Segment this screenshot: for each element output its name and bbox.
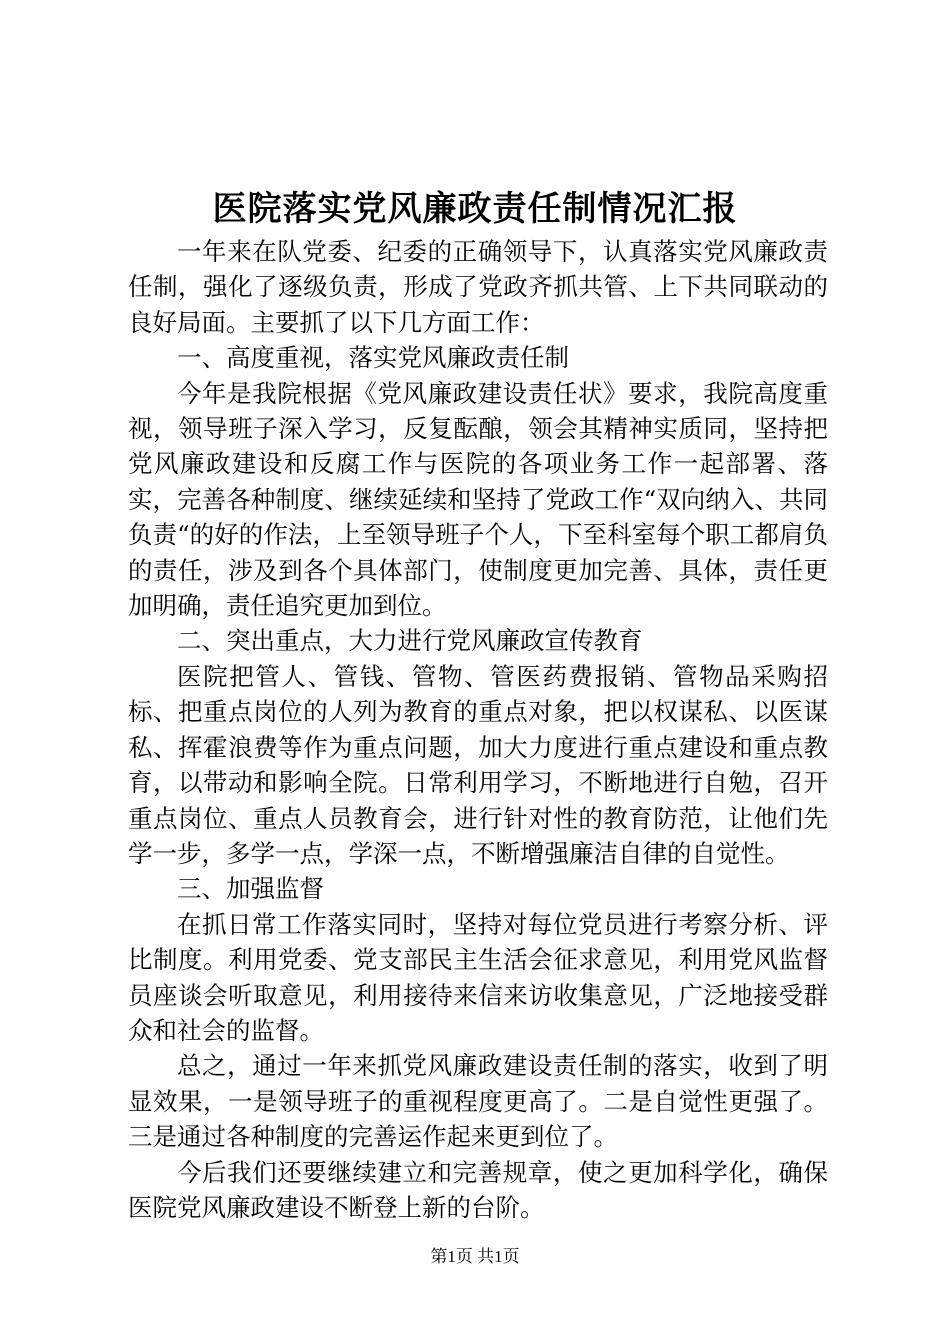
paragraph-summary: 总之，通过一年来抓党风廉政建设责任制的落实，收到了明显效果，一是领导班子的重视程度更高了。二是自觉性更强了。三是通过各种制度的完善运作起来更到位了。 (128, 1051, 828, 1152)
document-body (128, 234, 828, 1225)
paragraph-outlook: 今后我们还要继续建立和完善规章，使之更加科学化，确保医院党风廉政建设不断登上新的台阶。 (128, 1157, 828, 1222)
section-heading-2: 二、突出重点，大力进行党风廉政宣传教育 (177, 626, 643, 656)
paragraph-section-1: 今年是我院根据《党风廉政建设责任状》要求，我院高度重视，领导班子深入学习，反复酝酿，领会其精神实质同，坚持把党风廉政建设和反腐工作与医院的各项业务工作一起部署、落实，完善各种制度、继续延续和坚持了党政工作“双向纳入、共同负责“的好的作法，上至领导班子个人，下至科室每个职工都肩负的责任，涉及到各个具体部门，使制度更加完善、具体，责任更加明确，责任追究更加到位。 (128, 378, 828, 621)
section-heading-1: 一、高度重视，落实党风廉政责任制 (177, 343, 569, 373)
page-footer: 第1页 共1页 (430, 1247, 520, 1266)
paragraph-section-2: 医院把管人、管钱、管物、管医药费报销、管物品采购招标、把重点岗位的人列为教育的重点对象，把以权谋私、以医谋私、挥霍浪费等作为重点问题，加大力度进行重点建设和重点教育，以带动和影响全院。日常利用学习，不断地进行自勉，召开重点岗位、重点人员教育会，进行针对性的教育防范，让他们先学一步，多学一点，学深一点，不断增强廉洁自律的自觉性。 (128, 661, 828, 868)
paragraph-intro: 一年来在队党委、纪委的正确领导下，认真落实党风廉政责任制，强化了逐级负责，形成了党政齐抓共管、上下共同联动的良好局面。主要抓了以下几方面工作： (128, 237, 828, 337)
section-heading-3: 三、加强监督 (177, 874, 324, 904)
document-title: 医院落实党风廉政责任制情况汇报 (212, 189, 738, 229)
paragraph-section-3: 在抓日常工作落实同时，坚持对每位党员进行考察分析、评比制度。利用党委、党支部民主生活会征求意见，利用党风监督员座谈会听取意见，利用接待来信来访收集意见，广泛地接受群众和社会的监督。 (128, 909, 828, 1045)
